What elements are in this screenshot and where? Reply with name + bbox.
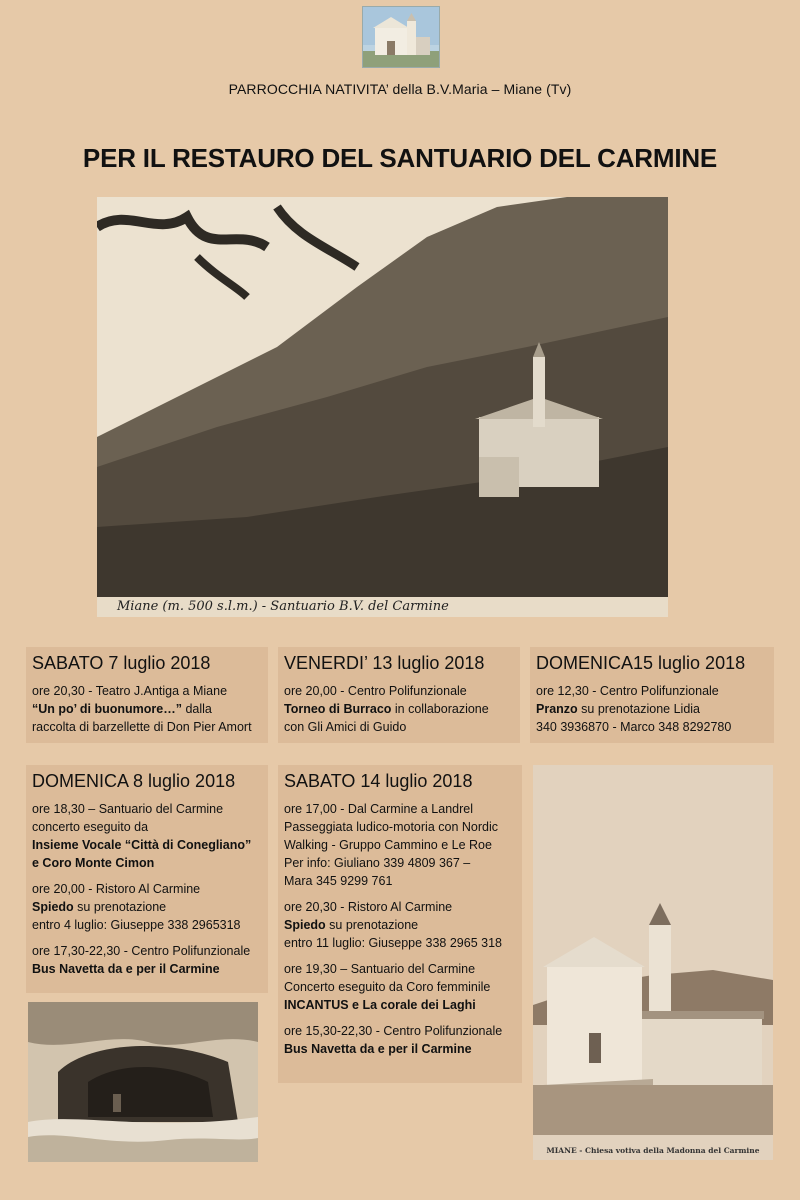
church-photo xyxy=(533,765,773,1160)
cave-photo xyxy=(28,1002,258,1162)
event-details-bus: ore 15,30-22,30 - Centro Polifunzionale Bus Navetta da e per il Carmine xyxy=(284,1024,503,1056)
event-details-bus: ore 17,30-22,30 - Centro Polifunzionale Bus Navetta da e per il Carmine xyxy=(32,944,251,976)
main-photo-caption: Miane (m. 500 s.l.m.) - Santuario B.V. del Carmine xyxy=(117,599,449,614)
church-photo-caption: MIANE - Chiesa votiva della Madonna del Carmine xyxy=(546,1146,760,1155)
event-details-walk: ore 17,00 - Dal Carmine a Landrel Passeggiata ludico-motoria con Nordic Walking - Gruppo Cammino e Le Roe Per info: Giuliano 339 4809 367 – Mara 345 9299 761 xyxy=(284,802,498,888)
event-heading: SABATO 7 luglio 2018 xyxy=(32,653,211,673)
event-heading: SABATO 14 luglio 2018 xyxy=(284,771,473,791)
page-title: PER IL RESTAURO DEL SANTUARIO DEL CARMINE xyxy=(82,143,718,173)
event-venerdi-13 xyxy=(278,647,520,743)
event-heading: DOMENICA 8 luglio 2018 xyxy=(32,771,236,791)
event-sabato-14 xyxy=(278,765,522,1083)
church-logo-image xyxy=(362,6,440,68)
event-details-spiedo: ore 20,30 - Ristoro Al Carmine Spiedo su prenotazione entro 11 luglio: Giuseppe 338 2965 318 xyxy=(284,900,502,950)
parish-name: PARROCCHIA NATIVITA’ della B.V.Maria – Miane (Tv) xyxy=(228,81,572,97)
event-details: ore 20,00 - Centro Polifunzionale Torneo di Burraco in collaborazione con Gli Amici di Guido xyxy=(284,684,489,734)
event-details: ore 20,30 - Teatro J.Antiga a Miane “Un po’ di buonumore…” dalla raccolta di barzellette di Don Pier Amort xyxy=(32,684,252,734)
santuario-hillside-photo xyxy=(97,197,668,617)
event-sabato-7 xyxy=(26,647,268,743)
event-heading: VENERDI’ 13 luglio 2018 xyxy=(284,653,485,673)
event-details-concert: ore 18,30 – Santuario del Carmine concerto eseguito da Insieme Vocale “Città di Conegliano” e Coro Monte Cimon xyxy=(32,802,252,870)
event-domenica-8 xyxy=(26,765,268,993)
event-details: ore 12,30 - Centro Polifunzionale Pranzo su prenotazione Lidia 340 3936870 - Marco 348 8292780 xyxy=(536,684,732,734)
event-domenica-15 xyxy=(530,647,774,743)
event-details-spiedo: ore 20,00 - Ristoro Al Carmine Spiedo su prenotazione entro 4 luglio: Giuseppe 338 2965318 xyxy=(32,882,241,932)
event-details-concert: ore 19,30 – Santuario del Carmine Concerto eseguito da Coro femminile INCANTUS e La corale dei Laghi xyxy=(284,962,491,1012)
event-heading: DOMENICA15 luglio 2018 xyxy=(536,653,746,673)
